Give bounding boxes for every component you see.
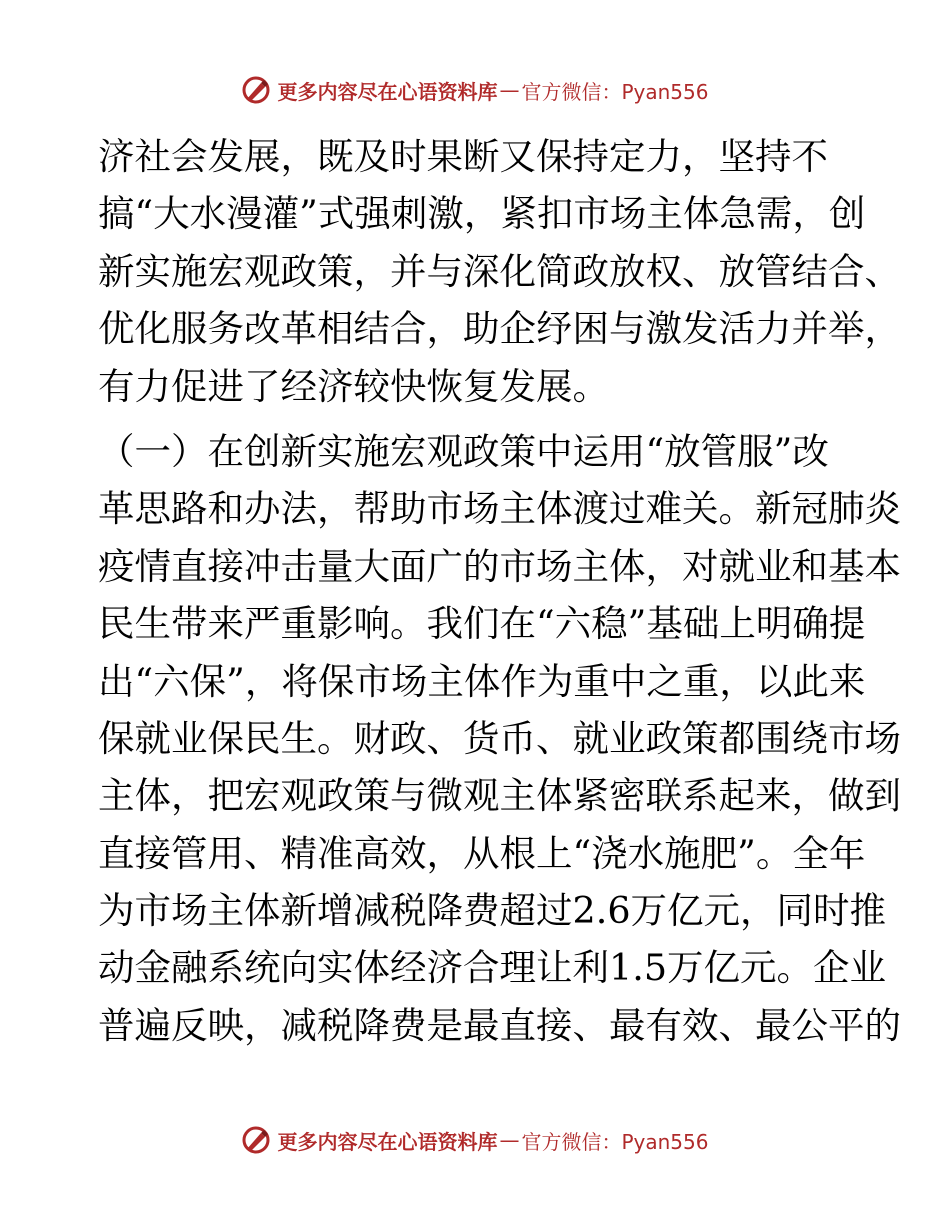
body-line: 有力促进了经济较快恢复发展。 <box>98 364 609 408</box>
body-line: 动金融系统向实体经济合理让利1.5万亿元。企业 <box>98 946 887 990</box>
body-line: 主体，把宏观政策与微观主体紧密联系起来，做到 <box>98 774 901 818</box>
body-line: 普遍反映，减税降费是最直接、最有效、最公平的 <box>98 1003 901 1047</box>
circle-pen-logo-icon <box>241 75 271 105</box>
body-line: 搞“大水漫灌”式强刺激，紧扣市场主体急需，创 <box>98 192 866 236</box>
body-line: 民生带来严重影响。我们在“六稳”基础上明确提 <box>98 602 866 646</box>
body-line: 疫情直接冲击量大面广的市场主体，对就业和基本 <box>98 544 901 588</box>
circle-pen-logo-icon <box>241 1125 271 1155</box>
document-body <box>98 128 901 1054</box>
body-line: 保就业保民生。财政、货币、就业政策都围绕市场 <box>98 716 901 760</box>
banner-wechat-text: 官方微信：Pyan556 <box>521 1129 709 1154</box>
banner-wechat-text: 官方微信：Pyan556 <box>521 79 709 104</box>
header-banner <box>0 70 950 110</box>
body-line: 为市场主体新增减税降费超过2.6万亿元，同时推 <box>98 889 887 933</box>
footer-banner <box>0 1120 950 1160</box>
body-line: 出“六保”，将保市场主体作为重中之重，以此来 <box>98 659 866 703</box>
section-heading-line: （一）在创新实施宏观政策中运用“放管服”改 <box>98 429 829 473</box>
body-line: 优化服务改革相结合，助企纾困与激发活力并举， <box>98 307 901 351</box>
body-line: 新实施宏观政策，并与深化简政放权、放管结合、 <box>98 249 901 293</box>
banner-site-text: 更多内容尽在心语资料库 <box>277 79 498 104</box>
body-line: 济社会发展，既及时果断又保持定力，坚持不 <box>98 135 828 178</box>
banner-separator: — <box>499 78 520 102</box>
banner-separator: — <box>499 1128 520 1152</box>
body-line: 革思路和办法，帮助市场主体渡过难关。新冠肺炎 <box>98 487 901 531</box>
banner-site-text: 更多内容尽在心语资料库 <box>277 1129 498 1154</box>
body-line: 直接管用、精准高效，从根上“浇水施肥”。全年 <box>98 831 866 875</box>
